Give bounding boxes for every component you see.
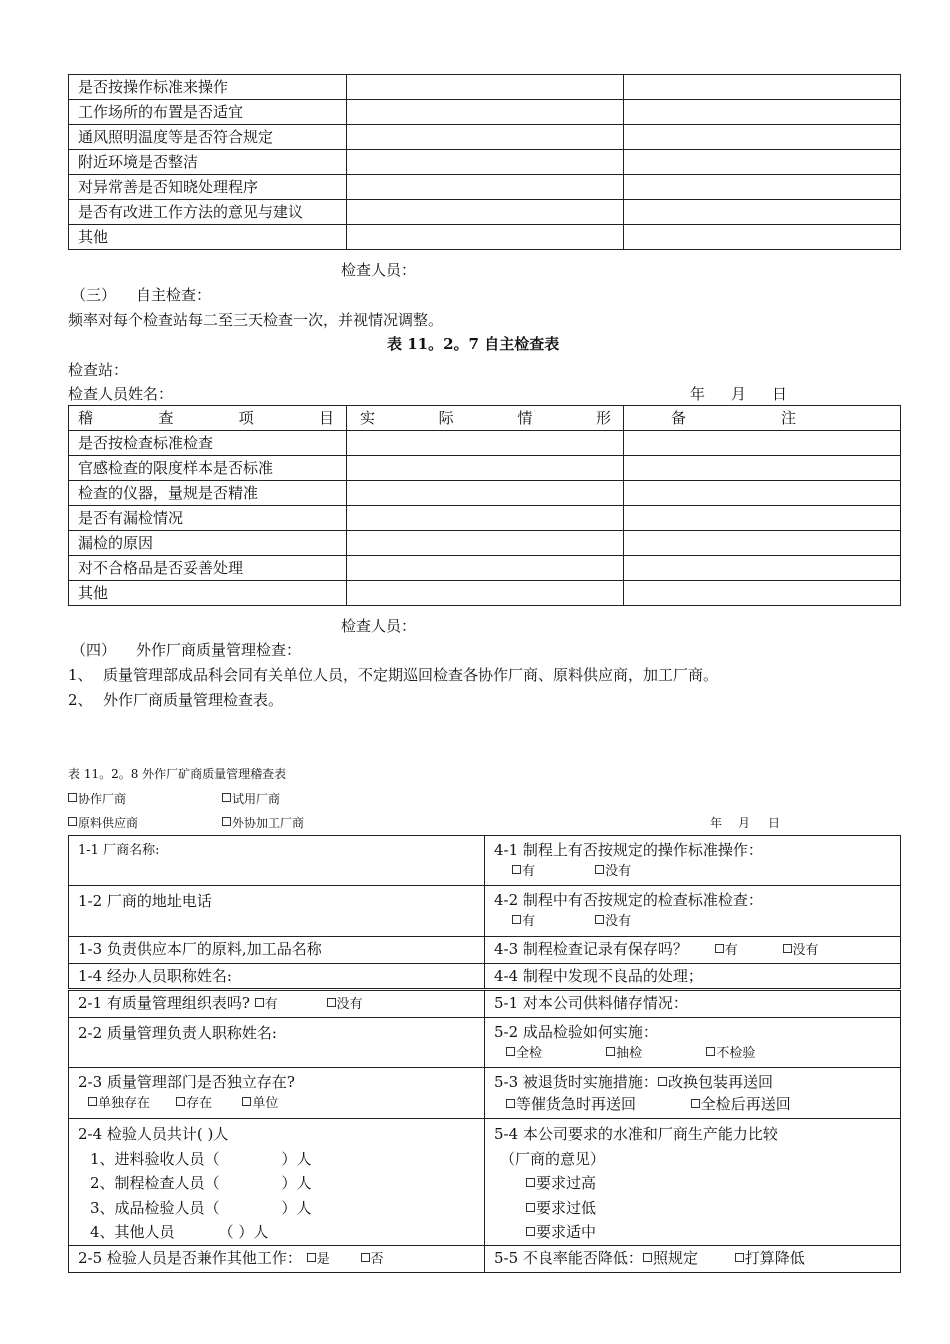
table-row [69,836,901,886]
operation-check-table [68,74,901,250]
checkbox-icon [691,1099,700,1108]
table-row [69,100,901,125]
inspector-other-work-cell: 2-5 检验人员是否兼作其他工作： 是 否 [69,1245,485,1272]
material-storage-cell: 5-1 对本公司供料储存情况： [485,990,901,1018]
check-item-cell: 检查的仪器，量规是否精准 [69,481,347,506]
actual-situation-cell[interactable] [347,125,624,150]
table-row [69,481,901,506]
table-row [69,1018,901,1068]
actual-situation-cell[interactable] [347,456,624,481]
vendor-type-trial: 试用厂商 [222,792,280,806]
check-item-cell: 通风照明温度等是否符合规定 [69,125,347,150]
qm-manager-cell: 2-2 质量管理负责人职称姓名: [69,1018,485,1068]
supplied-materials-cell: 1-3 负责供应本厂的原料,加工品名称 [69,937,485,964]
header-char: 查 [158,409,174,427]
actual-situation-cell[interactable] [347,200,624,225]
check-item-cell: 其他 [69,581,347,606]
checkbox-icon [307,1253,316,1262]
actual-situation-cell[interactable] [347,581,624,606]
checkbox-icon [68,817,77,826]
qm-org-chart-cell: 2-1 有质量管理组织表吗? 有 没有 [69,990,485,1018]
capability-comparison-cell: 5-4 本公司要求的水准和厂商生产能力比较 （厂商的意见） 要求过高 要求过低 要求适中 [485,1119,901,1246]
section-3-title: 自主检查： [136,286,212,304]
check-item-cell: 是否有漏检情况 [69,506,347,531]
checkbox-icon [242,1097,251,1106]
header-char: 目 [318,409,334,427]
header-char: 情 [517,409,533,427]
remarks-cell[interactable] [624,431,901,456]
section-4-number: （四） [71,641,117,659]
self-inspection-table [68,405,901,606]
date-day-label: 日 [768,816,781,830]
remarks-cell[interactable] [624,200,901,225]
remarks-cell[interactable] [624,506,901,531]
operation-check-table-body [69,75,901,250]
table-row [69,175,901,200]
inspection-records-cell: 4-3 制程检查记录有保存吗？ 有 没有 [485,937,901,964]
checkbox-icon [715,944,724,953]
vendor-type-cooperative: 协作厂商 [68,792,126,806]
actual-situation-cell[interactable] [347,225,624,250]
check-item-cell: 是否按检查标准检查 [69,431,347,456]
table-row [69,125,901,150]
table-row [69,581,901,606]
section-3-number: （三） [71,286,117,304]
checkbox-icon [255,998,264,1007]
checkbox-icon [512,915,521,924]
date-month-label: 月 [731,385,747,403]
header-char: 备 [671,409,687,427]
table-title-11-2-7: 表 11。2。7 自主检查表 [387,335,560,353]
table-row [69,225,901,250]
remarks-cell[interactable] [624,531,901,556]
checkbox-icon [735,1253,744,1262]
checkbox-icon [361,1253,370,1262]
date-month-label: 月 [738,816,751,830]
remarks-cell[interactable] [624,125,901,150]
inspection-station-label: 检查站： [68,361,129,379]
remarks-cell[interactable] [624,175,901,200]
checkbox-icon [526,1178,535,1187]
table-row [69,1119,901,1246]
check-item-cell: 对异常善是否知晓处理程序 [69,175,347,200]
check-item-cell: 其他 [69,225,347,250]
inspector-name-label: 检查人员姓名： [68,385,174,403]
actual-situation-cell[interactable] [347,481,624,506]
vendor-quality-audit-table [68,835,901,1273]
remarks-cell[interactable] [624,150,901,175]
checkbox-icon [706,1047,715,1056]
header-actual-situation [347,406,624,431]
date-day-label: 日 [772,385,788,403]
remarks-cell[interactable] [624,456,901,481]
table-header-row [69,406,901,431]
return-measures-cell: 5-3 被退货时实施措施： 改换包装再送回 等催货急时再送回 全检后再送回 [485,1068,901,1119]
section-4-item-2-number: 2、 [68,691,93,709]
table-row [69,937,901,964]
checkbox-icon [783,944,792,953]
defect-rate-cell: 5-5 不良率能否降低： 照规定 打算降低 [485,1245,901,1272]
header-remarks [624,406,901,431]
inspector-count-cell: 2-4 检验人员共计( )人 1、进料验收人员（ ）人 2、制程检查人员（ ）人 3、成品检验人员（ ）人 4、其他人员 （ ）人 [69,1119,485,1246]
check-item-cell: 是否有改进工作方法的意见与建议 [69,200,347,225]
contact-person-cell: 1-4 经办人员职称姓名: [69,964,485,990]
self-inspection-table-body [69,406,901,606]
section-4-item-2-text: 外作厂商质量管理检查表。 [103,691,284,709]
checkbox-icon [68,793,77,802]
table-row [69,456,901,481]
vendor-name-cell: 1-1 厂商名称: [69,836,485,886]
table-row [69,200,901,225]
vendor-address-cell: 1-2 厂商的地址电话 [69,886,485,937]
checkbox-icon [506,1047,515,1056]
section-3-frequency: 频率对每个检查站每二至三天检查一次，并视情况调整。 [68,311,444,329]
checkbox-icon [327,998,336,1007]
checkbox-icon [88,1097,97,1106]
check-item-cell: 附近环境是否整洁 [69,150,347,175]
header-char: 形 [595,409,611,427]
checkbox-icon [222,793,231,802]
checkbox-icon [506,1099,515,1108]
remarks-cell[interactable] [624,581,901,606]
check-item-cell: 官感检查的限度样本是否标准 [69,456,347,481]
table-row [69,556,901,581]
check-item-cell: 对不合格品是否妥善处理 [69,556,347,581]
check-item-cell: 漏检的原因 [69,531,347,556]
table-row [69,506,901,531]
table-row [69,964,901,990]
table-row [69,886,901,937]
header-char: 稽 [78,409,94,427]
header-char: 项 [238,409,254,427]
actual-situation-cell[interactable] [347,431,624,456]
table-row [69,75,901,100]
check-item-cell: 是否按操作标准来操作 [69,75,347,100]
checkbox-icon [606,1047,615,1056]
checkbox-icon [512,865,521,874]
checkbox-icon [176,1097,185,1106]
date-year-label: 年 [710,816,723,830]
actual-situation-cell[interactable] [347,506,624,531]
actual-situation-cell[interactable] [347,100,624,125]
product-inspection-cell: 5-2 成品检验如何实施： 全检 抽检 不检验 [485,1018,901,1068]
header-char: 实 [360,409,376,427]
checkbox-icon [222,817,231,826]
table-row [69,990,901,1018]
vendor-type-material-supplier: 原料供应商 [68,816,138,830]
actual-situation-cell[interactable] [347,556,624,581]
header-char: 际 [438,409,454,427]
remarks-cell[interactable] [624,556,901,581]
defect-handling-cell: 4-4 制程中发现不良品的处理； [485,964,901,990]
actual-situation-cell[interactable] [347,75,624,100]
header-inspection-item [69,406,347,431]
section-4-title: 外作厂商质量管理检查： [136,641,302,659]
section-4-item-1-text: 质量管理部成品科会同有关单位人员，不定期巡回检查各协作厂商、原料供应商，加工厂商。 [103,666,719,684]
inspection-standard-cell: 4-2 制程中有否按规定的检查标准检查： 有 没有 [485,886,901,937]
qm-independence-cell: 2-3 质量管理部门是否独立存在? 单独存在 存在 单位 [69,1068,485,1119]
checkbox-icon [658,1077,667,1086]
remarks-cell[interactable] [624,75,901,100]
actual-situation-cell[interactable] [347,531,624,556]
vendor-type-outsourced-processing: 外协加工厂商 [222,816,304,830]
remarks-cell[interactable] [624,481,901,506]
table-row [69,431,901,456]
actual-situation-cell[interactable] [347,150,624,175]
header-char: 注 [780,409,796,427]
date-year-label: 年 [690,385,706,403]
remarks-cell[interactable] [624,100,901,125]
table-row [69,531,901,556]
inspector-signature-label: 检查人员： [341,617,417,635]
actual-situation-cell[interactable] [347,175,624,200]
table-title-11-2-8: 表 11。2。8 外作厂矿商质量管理稽查表 [68,767,287,781]
checkbox-icon [526,1203,535,1212]
remarks-cell[interactable] [624,225,901,250]
operation-standard-cell: 4-1 制程上有否按规定的操作标准操作： 有 没有 [485,836,901,886]
section-4-item-1-number: 1、 [68,666,93,684]
checkbox-icon [526,1227,535,1236]
table-row [69,1068,901,1119]
checkbox-icon [595,865,604,874]
checkbox-icon [595,915,604,924]
table-row [69,150,901,175]
inspector-signature-label: 检查人员： [341,261,417,279]
check-item-cell: 工作场所的布置是否适宜 [69,100,347,125]
table-row [69,1245,901,1272]
checkbox-icon [643,1253,652,1262]
